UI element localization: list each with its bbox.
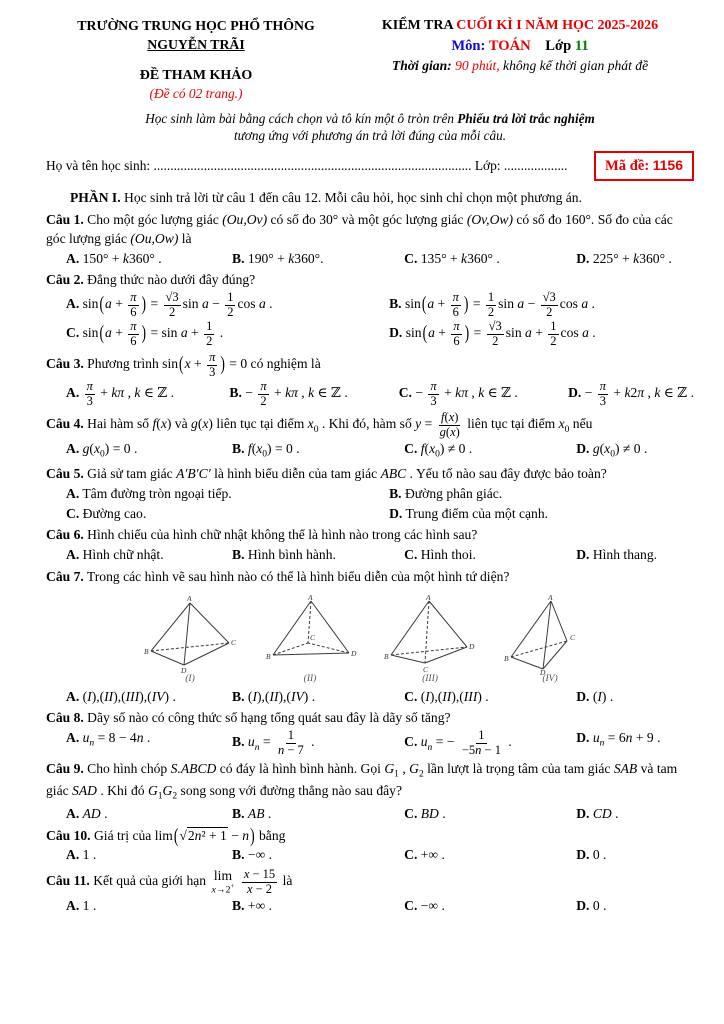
draft-label: ĐỀ THAM KHẢO <box>139 68 253 84</box>
questions <box>46 211 694 916</box>
option-label: B. <box>232 805 245 821</box>
svg-text:D: D <box>469 641 475 651</box>
time-label: Thời gian: <box>391 58 452 74</box>
answer-options <box>46 846 694 865</box>
question-stem: Câu 1. Cho một góc lượng giác (Ou,Ov) có số đo 30° và một góc lượng giác (Ov,Ow) có số đo 160°. Số đo của các góc lượng giác (Ou,Ow) là <box>46 212 673 246</box>
question-number: Câu 5. <box>46 466 84 482</box>
svg-text:A: A <box>426 592 431 602</box>
answer-option: D. 225° + k360° . <box>576 250 672 266</box>
subject-line <box>346 36 694 56</box>
part-heading <box>46 189 694 208</box>
option-label: C. <box>404 847 418 863</box>
tetrahedron-figure-4-drawing <box>503 593 597 675</box>
question-number: Câu 6. <box>46 527 84 543</box>
answer-option: B. AB . <box>232 805 272 821</box>
svg-text:C: C <box>310 632 316 642</box>
option-label: D. <box>576 250 590 266</box>
time-value: 90 phút, <box>455 58 500 74</box>
option-label: B. <box>389 485 402 501</box>
svg-text:D: D <box>181 665 187 675</box>
option-label: D. <box>576 898 590 914</box>
question <box>46 823 694 866</box>
question-number: Câu 2. <box>46 272 84 288</box>
header <box>46 16 694 104</box>
exam-title-black: KIỂM TRA <box>381 18 457 33</box>
option-label: B. <box>232 250 245 266</box>
question-number: Câu 1. <box>46 212 84 228</box>
svg-text:A: A <box>187 593 192 603</box>
option-label: A. <box>66 847 80 863</box>
student-info-row <box>46 151 694 181</box>
answer-options <box>46 380 694 408</box>
option-label: D. <box>389 325 403 341</box>
exam-code-label: Mã đề: <box>605 158 650 175</box>
instruction-line-2: tương ứng với phương án trả lời đúng của mỗi câu. <box>233 128 507 144</box>
option-label: B. <box>232 547 245 563</box>
option-label: C. <box>398 385 412 401</box>
instruction-line1-plain: Học sinh làm bài bằng cách chọn và tô kín một ô tròn trên <box>145 110 458 126</box>
option-label: C. <box>404 547 418 563</box>
answer-option: C. Đường cao. <box>66 505 147 521</box>
answer-options <box>46 688 694 707</box>
page-count-note: (Đề có 02 trang.) <box>149 86 243 102</box>
answer-option: D. Trung điểm của một cạnh. <box>389 505 549 521</box>
option-label: B. <box>232 688 245 704</box>
option-label: A. <box>66 485 80 501</box>
question <box>46 271 694 348</box>
answer-option: A. Hình chữ nhật. <box>66 547 164 563</box>
option-label: C. <box>404 734 418 750</box>
svg-text:C: C <box>570 632 576 642</box>
answer-option: D. 0 . <box>576 898 607 914</box>
svg-text:B: B <box>144 646 149 656</box>
question <box>46 411 694 462</box>
question <box>46 568 694 707</box>
answer-option: A. $u_n = 8 - 4n$ . <box>66 730 151 749</box>
answer-option: D. sin(a + $\frac{\pi}{6}$ ) = $\frac{√3}{2}$ sin a + $\frac{1}{2}$ cos a . <box>389 319 596 348</box>
answer-option: D. $g(x_0) \ne 0$ . <box>576 441 648 460</box>
question <box>46 760 694 823</box>
answer-options <box>46 250 694 269</box>
svg-text:C: C <box>423 664 429 674</box>
answer-option: A. Tâm đường tròn ngoại tiếp. <box>66 485 232 501</box>
answer-option: D. (I) . <box>576 688 614 704</box>
grade-label: Lớp <box>545 38 572 55</box>
option-label: D. <box>568 385 582 401</box>
exam-code-box <box>594 151 694 181</box>
answer-option: B. Hình bình hành. <box>232 547 336 563</box>
option-label: C. <box>66 505 80 521</box>
question <box>46 351 694 408</box>
option-label: B. <box>232 898 245 914</box>
answer-options <box>46 897 694 916</box>
question-number: Câu 9. <box>46 761 84 777</box>
option-label: D. <box>576 847 590 863</box>
question <box>46 526 694 565</box>
question-number: Câu 10. <box>46 827 91 843</box>
header-left <box>46 16 346 104</box>
option-label: D. <box>576 688 590 704</box>
answer-options <box>46 291 694 348</box>
part-label: PHẦN I. <box>70 190 121 206</box>
answer-option: B. −∞ . <box>232 847 273 863</box>
question-number: Câu 3. <box>46 356 84 372</box>
figure-2 <box>263 593 357 686</box>
grade-value: 11 <box>574 38 589 55</box>
answer-option: A. (I),(II),(III),(IV) . <box>66 688 176 704</box>
option-label: A. <box>66 898 80 914</box>
exam-title-line <box>346 16 694 35</box>
option-label: D. <box>576 547 590 563</box>
question-number: Câu 7. <box>46 568 84 584</box>
option-label: B. <box>389 296 402 312</box>
answer-option: D. $u_n = 6n + 9$ . <box>576 730 661 749</box>
answer-options <box>46 729 694 757</box>
answer-option: A. sin(a + $\frac{\pi}{6}$ ) = $\frac{√3}{2}$ sin a − $\frac{1}{2}$ cos a . <box>66 290 273 319</box>
answer-option: A. $g(x_0) = 0$ . <box>66 441 138 460</box>
question-stem: Câu 7. Trong các hình vẽ sau hình nào có thể là hình biểu diễn của một hình tứ diện? <box>46 568 510 584</box>
answer-option: A. 1 . <box>66 847 97 863</box>
tetrahedron-figure-2-drawing <box>263 593 357 675</box>
option-label: C. <box>404 898 418 914</box>
answer-option: B. $f(x_0) = 0$ . <box>232 441 300 460</box>
answer-options <box>46 440 694 462</box>
answer-option: A. 1 . <box>66 898 97 914</box>
part-text: Học sinh trả lời từ câu 1 đến câu 12. Mỗi câu hỏi, học sinh chỉ chọn một phương án. <box>120 190 582 206</box>
option-label: C. <box>404 688 418 704</box>
answer-option: C. 135° + k360° . <box>404 250 500 266</box>
option-label: A. <box>66 441 80 457</box>
svg-text:C: C <box>231 637 237 647</box>
option-label: A. <box>66 296 80 312</box>
svg-text:D: D <box>351 648 357 658</box>
option-label: A. <box>66 385 80 401</box>
answer-option: C. Hình thoi. <box>404 547 476 563</box>
option-label: C. <box>66 325 80 341</box>
figure-4-caption: (IV) <box>542 673 558 684</box>
option-label: A. <box>66 805 80 821</box>
option-label: A. <box>66 250 80 266</box>
instruction-line1-bold: Phiếu trả lời trắc nghiệm <box>457 110 595 126</box>
option-label: A. <box>66 688 80 704</box>
instruction-line-1 <box>46 110 694 127</box>
answer-option: C. − $\frac{\pi}{3}$ + kπ , k ∈ ℤ . <box>398 379 518 408</box>
option-label: B. <box>232 847 245 863</box>
answer-options <box>46 546 694 565</box>
student-name-line: Họ và tên học sinh: ............................................................................................... Lớp: ................... <box>46 158 568 173</box>
tetrahedron-figure-1-drawing <box>143 593 237 675</box>
answer-option: C. $u_n$ = − $\frac{1}{-5n - 1}$ . <box>404 728 512 757</box>
figure-3 <box>383 593 477 686</box>
answer-option: C. sin(a + $\frac{\pi}{6}$ ) = sin a + $\frac{1}{2}$ . <box>66 319 224 348</box>
svg-text:A: A <box>308 592 313 602</box>
question-stem: Câu 4. Hai hàm số f(x) và g(x) liên tục tại điểm $x_0$ . Khi đó, hàm số y = $\frac{f(x)}{g(x)}$ liên tục tại điểm $x_0$ nếu <box>46 410 593 439</box>
answer-option: C. (I),(II),(III) . <box>404 688 489 704</box>
answer-option: A. AD . <box>66 805 108 821</box>
question <box>46 709 694 757</box>
option-label: B. <box>229 385 242 401</box>
answer-option: B. (I),(II),(IV) . <box>232 688 316 704</box>
answer-option: B. sin(a + $\frac{\pi}{6}$ ) = $\frac{1}{2}$ sin a − $\frac{√3}{2}$ cos a . <box>389 290 595 319</box>
answer-option: C. $f(x_0) \ne 0$ . <box>404 441 473 460</box>
answer-option: B. 190° + k360°. <box>232 250 324 266</box>
option-label: B. <box>232 734 245 750</box>
tetrahedron-figure-3-drawing <box>383 593 477 675</box>
option-label: D. <box>576 730 590 746</box>
option-label: D. <box>576 805 590 821</box>
exam-code-value: 1156 <box>652 157 683 174</box>
figure-1 <box>143 593 237 686</box>
subject-label: Môn: <box>451 38 486 55</box>
option-label: C. <box>404 805 418 821</box>
header-right <box>346 16 694 104</box>
answer-option: B. Đường phân giác. <box>389 485 503 501</box>
answer-option: B. − $\frac{\pi}{2}$ + kπ , k ∈ ℤ . <box>229 379 348 408</box>
question-stem: Câu 6. Hình chiếu của hình chữ nhật không thể là hình nào trong các hình sau? <box>46 527 478 543</box>
question-stem: Câu 5. Giả sử tam giác A′B′C′ là hình biểu diễn của tam giác ABC . Yếu tố nào sau đây được bảo toàn? <box>46 466 607 482</box>
school-name-line2: NGUYỄN TRÃI <box>147 37 245 53</box>
option-label: A. <box>66 547 80 563</box>
option-label: B. <box>232 441 245 457</box>
question <box>46 465 694 523</box>
exam-title-red: CUỐI KÌ I NĂM HỌC 2025-2026 <box>456 18 659 33</box>
answer-option: A. $\frac{\pi}{3}$ + kπ , k ∈ ℤ . <box>66 379 175 408</box>
svg-text:B: B <box>266 651 271 661</box>
question-stem: Câu 9. Cho hình chóp S.ABCD có đáy là hình bình hành. Gọi $G_1$ , $G_2$ lần lượt là trọng tâm của tam giác SAB và tam giác SAD . Khi đó $G_1G_2$ song song với đường thẳng nào sau đây? <box>46 761 678 802</box>
figure-4 <box>503 593 597 686</box>
option-label: C. <box>404 250 418 266</box>
option-label: A. <box>66 730 80 746</box>
question-number: Câu 8. <box>46 710 84 726</box>
question-stem: Câu 11. Kết quả của giới hạn lim x→2+ $\frac{x - 15}{x - 2}$ là <box>46 867 293 896</box>
time-note: không kể thời gian phát đề <box>499 58 649 74</box>
svg-text:A: A <box>548 592 553 602</box>
answer-option: A. 150° + k360° . <box>66 250 162 266</box>
answer-option: D. 0 . <box>576 847 607 863</box>
svg-text:B: B <box>384 651 389 661</box>
answer-option: C. −∞ . <box>404 898 445 914</box>
question-number: Câu 11. <box>46 873 90 889</box>
tetrahedron-figures <box>46 593 694 686</box>
answer-option: C. +∞ . <box>404 847 445 863</box>
question <box>46 868 694 916</box>
option-label: D. <box>389 505 403 521</box>
svg-text:D: D <box>540 667 546 675</box>
figure-1-caption: (I) <box>185 673 195 684</box>
answer-option: D. CD . <box>576 805 619 821</box>
question-stem: Câu 3. Phương trình sin(x + $\frac{\pi}{3}$ ) = 0 có nghiệm là <box>46 350 321 379</box>
instructions <box>46 110 694 144</box>
answer-options <box>46 485 694 524</box>
option-label: D. <box>576 441 590 457</box>
svg-text:B: B <box>504 653 509 663</box>
figure-2-caption: (II) <box>303 673 317 684</box>
answer-option: D. − $\frac{\pi}{3}$ + k2π , k ∈ ℤ . <box>568 379 694 408</box>
figure-3-caption: (III) <box>422 673 438 684</box>
answer-option: C. BD . <box>404 805 446 821</box>
question-number: Câu 4. <box>46 416 84 432</box>
answer-option: B. $u_n$ = $\frac{1}{n - 7}$ . <box>232 728 315 757</box>
answer-option: D. Hình thang. <box>576 547 658 563</box>
question <box>46 211 694 268</box>
time-line <box>346 57 694 76</box>
question-stem: Câu 8. Dãy số nào có công thức số hạng tổng quát sau đây là dãy số tăng? <box>46 710 451 726</box>
answer-option: B. +∞ . <box>232 898 273 914</box>
question-stem: Câu 10. Giá trị của lim(√2n² + 1 − n) bằng <box>46 823 286 846</box>
question-stem: Câu 2. Đẳng thức nào dưới đây đúng? <box>46 272 256 288</box>
answer-options <box>46 805 694 824</box>
school-name-line1: TRƯỜNG TRUNG HỌC PHỔ THÔNG <box>77 18 315 33</box>
option-label: C. <box>404 441 418 457</box>
subject-name: TOÁN <box>488 38 531 55</box>
